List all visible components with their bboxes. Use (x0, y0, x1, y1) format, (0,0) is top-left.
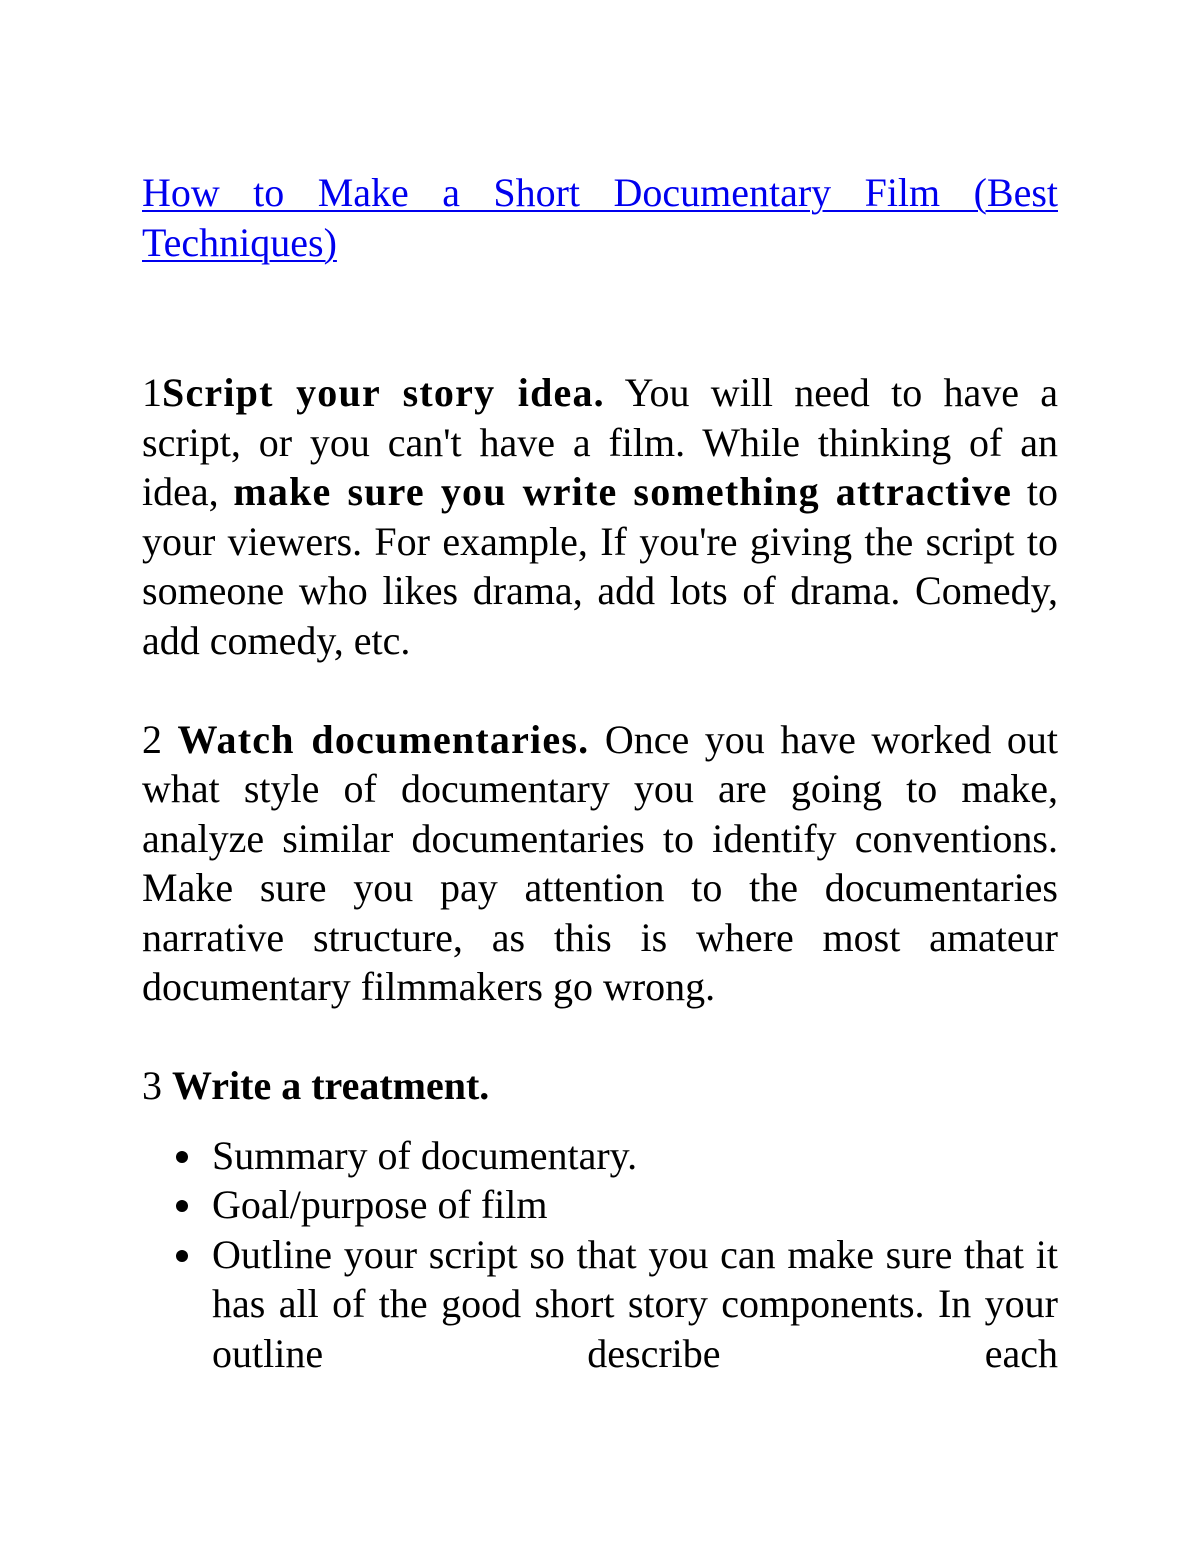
step-3-heading: Write a treatment. (172, 1063, 490, 1108)
step-1-heading: Script your story idea. (162, 370, 605, 415)
step-3-paragraph (142, 1061, 1058, 1111)
treatment-bullet-list (142, 1131, 1058, 1379)
list-item (142, 1230, 1058, 1379)
step-2-paragraph (142, 715, 1058, 1012)
step-1-paragraph (142, 368, 1058, 665)
step-3-number: 3 (142, 1063, 172, 1108)
bullet-icon (176, 1250, 188, 1262)
bullet-icon (176, 1200, 188, 1212)
spacer (142, 267, 1058, 368)
step-2-heading: Watch documentaries. (177, 716, 590, 762)
document-page (142, 168, 1058, 1378)
bullet-icon (176, 1151, 188, 1163)
step-2-text: Once you have worked out what style of documentary you are going to make, analyze similar documentaries to identify conventions. Make sure you pay attention to the documentaries narrative structure, as this is where most amateur documentary filmmakers go wrong. (142, 716, 1058, 1009)
bullet-text: Goal/purpose of film (212, 1182, 548, 1227)
article-title-link[interactable]: How to Make a Short Documentary Film (Best Techniques) (142, 170, 1058, 265)
list-item (142, 1131, 1058, 1181)
step-2-number: 2 (142, 716, 178, 762)
list-item (142, 1180, 1058, 1230)
spacer (142, 1012, 1058, 1062)
step-1-emphasis: make sure you write something attractive (233, 469, 1013, 514)
step-1-text-b: to your viewers. For example, If you're giving the script to someone who likes drama, add lots of drama. Comedy, add comedy, etc. (142, 469, 1058, 663)
bullet-text: Summary of documentary. (212, 1132, 638, 1178)
bullet-text: Outline your script so that you can make sure that it has all of the good short story components. In your outline describe each (212, 1231, 1058, 1376)
spacer (142, 665, 1058, 715)
step-1-number: 1 (142, 370, 162, 415)
step-1-text-a: You will need to have a script, or you can't have a film. While thinking of an idea, (142, 370, 1058, 514)
